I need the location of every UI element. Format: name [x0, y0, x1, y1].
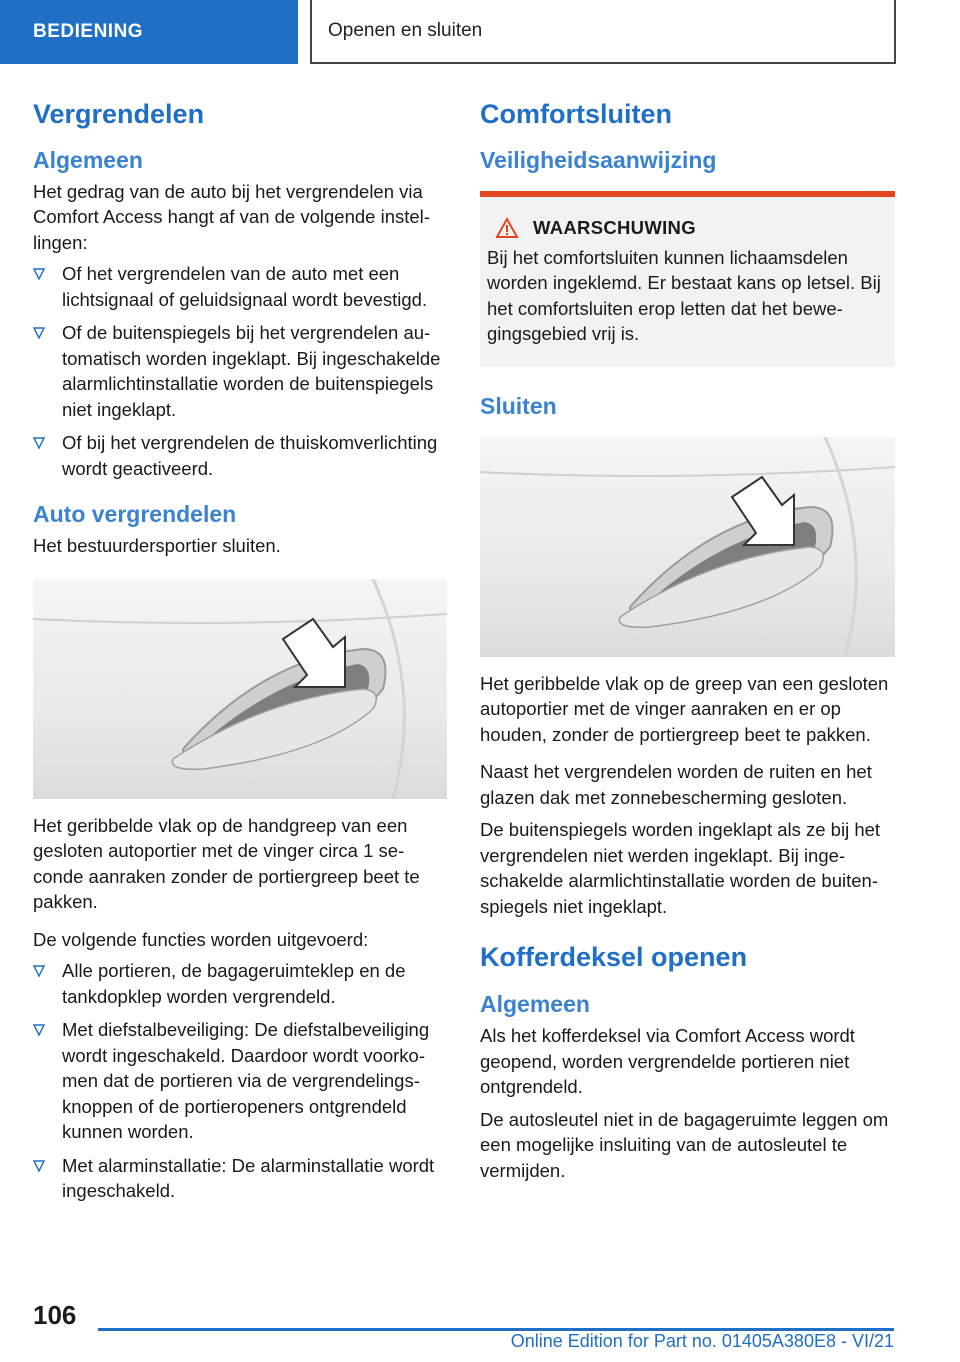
triangle-bullet-icon: [33, 965, 45, 977]
general-list: [33, 261, 447, 481]
warning-box: [480, 191, 895, 367]
list-item: [33, 261, 447, 312]
triangle-bullet-icon: [33, 1160, 45, 1172]
trunk-text-2: De autosleutel niet in de bagageruimte leggen om een mogelijke insluiting van de autosleutel te vermijden.: [480, 1108, 889, 1181]
page-number: 106: [33, 1300, 77, 1330]
close-caption: Het geribbelde vlak op de greep van een gesloten autoportier met de vinger aanraken en er op houden, zonder de portiergreep beet te pakken.: [480, 672, 889, 745]
list-item: [33, 430, 447, 481]
functions-list: [33, 958, 447, 1204]
list-item: [33, 1017, 447, 1145]
section-title-vergrendelen: Vergrendelen: [33, 99, 205, 129]
triangle-bullet-icon: [33, 1024, 45, 1036]
warning-triangle-icon: [495, 217, 519, 239]
lock-caption: Het geribbelde vlak op de handgreep van een gesloten autoportier met de vinger circa 1 seconde aanraken zonder de portiergreep beet te pakken.: [33, 814, 420, 913]
list-item-text: Of de buitenspiegels bij het vergrendelen automatisch worden ingeklapt. Bij ingeschakelde alarmlichtinstallatie worden de buitenspiegels niet ingeklapt.: [62, 322, 441, 420]
close-text-2: De buitenspiegels worden ingeklapt als ze bij het vergrendelen niet werden ingeklapt. Bij ingeschakelde alarmlichtinstallatie worden de buitenspiegels niet ingeklapt.: [480, 819, 881, 917]
subheading-algemeen-trunk: Algemeen: [480, 991, 590, 1018]
subheading-veiligheidsaanwijzing: Veiligheidsaanwijzing: [480, 147, 717, 174]
door-handle-drawing: [33, 579, 447, 799]
triangle-bullet-icon: [33, 327, 45, 339]
door-handle-close-illustration: [480, 437, 895, 657]
header-section-label: BEDIENING: [33, 21, 144, 42]
header-topic: [310, 0, 896, 64]
triangle-bullet-icon: [33, 268, 45, 280]
list-item-text: Met diefstalbeveiliging: De diefstalbeveiliging wordt ingeschakeld. Daardoor wordt voorkomen dat de portieren via de vergrendelingsknoppen of de portieropeners ontgrendeld kunnen worden.: [62, 1019, 430, 1143]
list-item-text: Of het vergrendelen van de auto met een lichtsignaal of geluidsignaal wordt bevestigd.: [62, 263, 428, 310]
functions-intro: De volgende functies worden uitgevoerd:: [33, 928, 369, 950]
door-handle-illustration: [33, 579, 447, 799]
subheading-algemeen: Algemeen: [33, 147, 143, 174]
list-item: [33, 958, 447, 1009]
list-item-text: Of bij het vergrendelen de thuiskomverlichting wordt geactiveerd.: [62, 432, 438, 479]
warning-label: WAARSCHUWING: [533, 216, 696, 238]
list-item-text: Alle portieren, de bagageruimteklep en de tankdopklep worden vergrendeld.: [62, 960, 406, 1007]
door-handle-close-drawing: [480, 437, 895, 657]
lock-text: Het bestuurdersportier sluiten.: [33, 535, 281, 557]
right-column: [480, 98, 895, 1183]
general-text: Het gedrag van de auto bij het vergrendelen via Comfort Access hangt af van de volgende instellingen:: [33, 180, 430, 253]
header-topic-label: Openen en sluiten: [328, 20, 483, 41]
triangle-bullet-icon: [33, 437, 45, 449]
left-column: [33, 98, 447, 1204]
list-item: [33, 320, 447, 422]
subheading-auto-vergrendelen: Auto vergrendelen: [33, 501, 237, 528]
trunk-text-1: Als het kofferdeksel via Comfort Access wordt geopend, worden vergrendelde portieren niet ontgrendeld.: [480, 1025, 855, 1098]
warning-text: Bij het comfortsluiten kunnen lichaamsdelen worden ingeklemd. Er bestaat kans op letsel. Bij het comfortsluiten erop letten dat het bewegingsgebied vrij is.: [487, 246, 881, 345]
subheading-sluiten: Sluiten: [480, 392, 557, 419]
list-item-text: Met alarminstallatie: De alarminstallatie wordt ingeschakeld.: [62, 1154, 435, 1202]
list-item: [33, 1153, 447, 1204]
section-title-comfortsluiten: Comfortsluiten: [480, 99, 672, 129]
footer-edition: Online Edition for Part no. 01405A380E8 - VI/21: [510, 1331, 894, 1351]
close-text-1: Naast het vergrendelen worden de ruiten en het glazen dak met zonnebescherming gesloten.: [480, 761, 872, 808]
section-title-kofferdeksel: Kofferdeksel openen: [480, 942, 748, 973]
header-section-tab: [0, 0, 298, 64]
